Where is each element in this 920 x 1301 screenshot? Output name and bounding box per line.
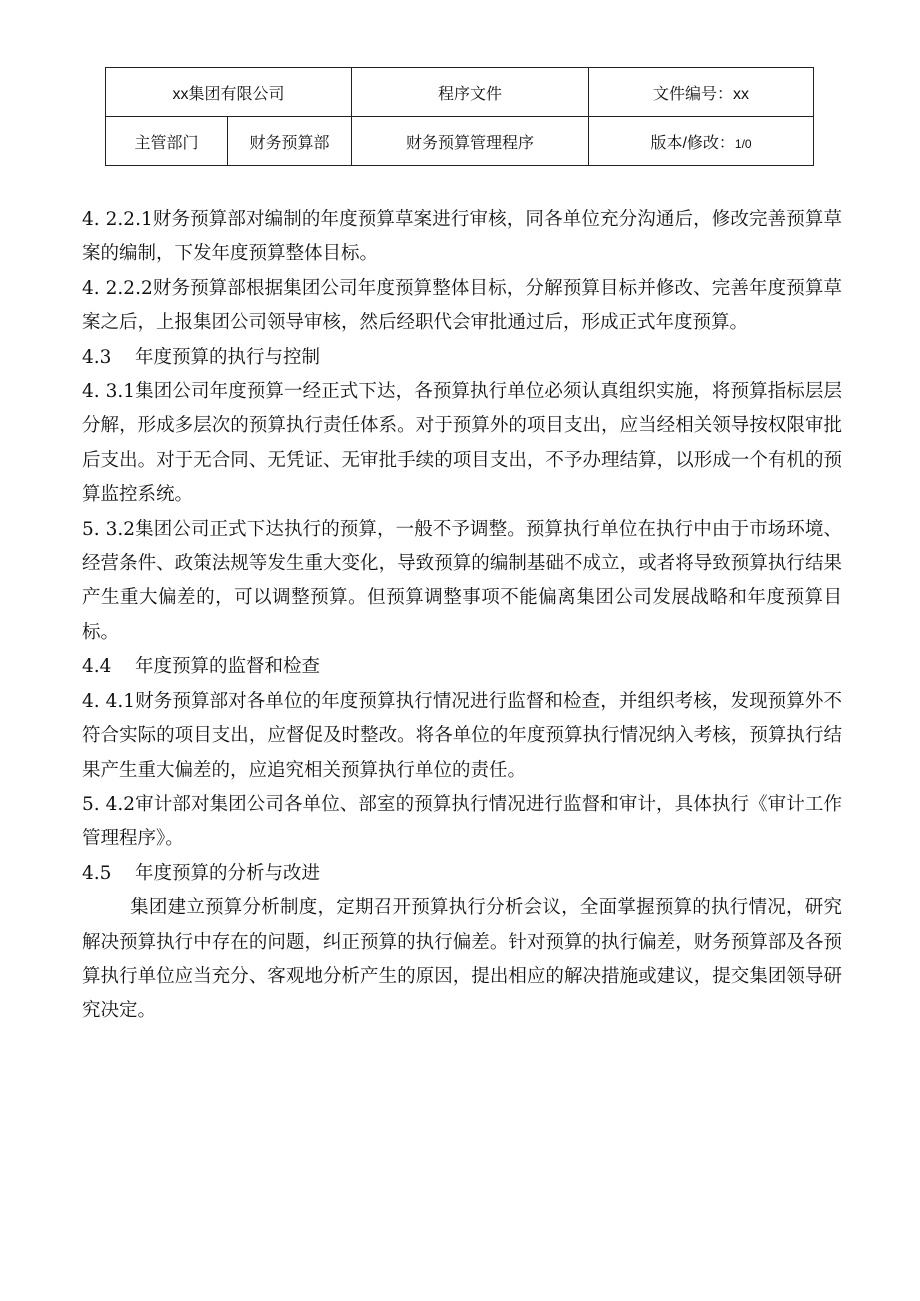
header-row-2: [106, 117, 814, 166]
document-header-table: [105, 67, 814, 166]
section-heading-4-5: 4.5 年度预算的分析与改进: [82, 862, 320, 884]
doc-number-cell: 文件编号：xx: [589, 68, 814, 117]
version-cell: [589, 117, 814, 166]
header-row-1: [106, 68, 814, 117]
paragraph-4-3-1: 4. 3.1集团公司年度预算一经正式下达，各预算执行单位必须认真组织实施，将预算指标层层分解，形成多层次的预算执行责任体系。对于预算外的项目支出，应当经相关领导按权限审批后支出。对于无合同、无凭证、无审批手续的项目支出，不予办理结算，以形成一个有机的预算监控系统。: [82, 381, 842, 506]
program-name-cell: 财务预算管理程序: [352, 117, 589, 166]
paragraph-analysis: 集团建立预算分析制度，定期召开预算执行分析会议，全面掌握预算的执行情况，研究解决预算执行中存在的问题，纠正预算的执行偏差。针对预算的执行偏差，财务预算部及各预算执行单位应当充分、客观地分析产生的原因，提出相应的解决措施或建议，提交集团领导研究决定。: [82, 897, 842, 1022]
paragraph-4-4-1: 4. 4.1财务预算部对各单位的年度预算执行情况进行监督和检查，并组织考核，发现预算外不符合实际的项目支出，应督促及时整改。将各单位的年度预算执行情况纳入考核，预算执行结果产生重大偏差的，应追究相关预算执行单位的责任。: [82, 690, 842, 781]
paragraph-4-2-2-2: 4. 2.2.2财务预算部根据集团公司年度预算整体目标，分解预算目标并修改、完善年度预算草案之后，上报集团公司领导审核，然后经职代会审批通过后，形成正式年度预算。: [82, 277, 842, 334]
version-label: 版本/修改：: [650, 134, 735, 152]
section-heading-4-4: 4.4 年度预算的监督和检查: [82, 656, 320, 678]
dept-label-cell: 主管部门: [106, 117, 228, 166]
doc-type-cell: 程序文件: [352, 68, 589, 117]
paragraph-5-3-2: 5. 3.2集团公司正式下达执行的预算，一般不予调整。预算执行单位在执行中由于市场环境、经营条件、政策法规等发生重大变化，导致预算的编制基础不成立，或者将导致预算执行结果产生重大偏差的，可以调整预算。但预算调整事项不能偏离集团公司发展战略和年度预算目标。: [82, 518, 842, 643]
paragraph-5-4-2: 5. 4.2审计部对集团公司各单位、部室的预算执行情况进行监督和审计，具体执行《审计工作管理程序》。: [82, 793, 842, 850]
dept-value-cell: 财务预算部: [228, 117, 352, 166]
document-body: [82, 203, 842, 1029]
company-name-cell: xx集团有限公司: [106, 68, 352, 117]
paragraph-4-2-2-1: 4. 2.2.1财务预算部对编制的年度预算草案进行审核，同各单位充分沟通后，修改完善预算草案的编制，下发年度预算整体目标。: [82, 209, 842, 265]
section-heading-4-3: 4.3 年度预算的执行与控制: [82, 346, 320, 368]
version-value: 1/0: [734, 136, 752, 151]
